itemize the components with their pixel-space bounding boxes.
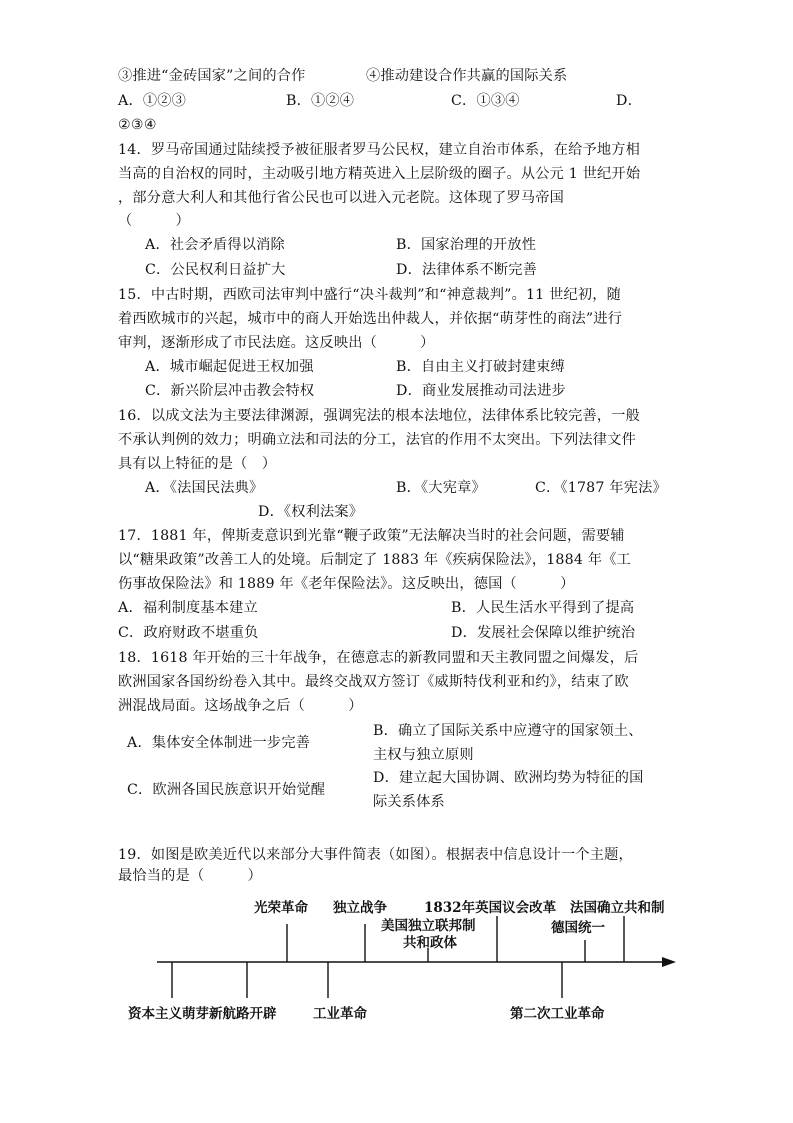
q19-stem-line2: 最恰当的是（ ） <box>118 868 262 884</box>
q13-option-line-a: ③推进“金砖国家”之间的合作 <box>118 68 306 84</box>
label-us-federal-line2: 共和政体 <box>403 935 457 951</box>
q14-choice-b: B．国家治理的开放性 <box>396 237 537 253</box>
q18-choice-c: C．欧洲各国民族意识开始觉醒 <box>127 782 326 798</box>
q13-option-line-b: ④推动建设合作共赢的国际关系 <box>366 68 568 84</box>
q17-choice-b: B．人民生活水平得到了提高 <box>451 600 635 616</box>
q17-choice-d: D．发展社会保障以维护统治 <box>451 625 636 641</box>
q17-stem-line1: 17．1881 年，俾斯麦意识到光靠“鞭子政策”无法解决当时的社会问题，需要辅 <box>118 528 625 544</box>
label-france-republic: 法国确立共和制 <box>570 900 665 916</box>
label-1832-reform: 1832年英国议会改革 <box>424 900 557 916</box>
q17-stem-line3: 伤事故保险法》和 1889 年《老年保险法》。这反映出，德国（ ） <box>118 576 575 592</box>
q15-stem-line1: 15．中古时期，西欧司法审判中盛行“决斗裁判”和“神意裁判”。11 世纪初，随 <box>118 287 622 303</box>
label-us-federal-line1: 美国独立联邦制 <box>381 918 476 934</box>
q17-stem-line2: 以“糖果政策”改善工人的处境。后制定了 1883 年《疾病保险法》，1884 年《工 <box>118 552 631 568</box>
q13-choice-a: A．①②③ <box>118 93 186 109</box>
q14-stem-line3: ，部分意大利人和其他行省公民也可以进入元老院。这体现了罗马帝国 <box>118 190 565 206</box>
label-glorious-revolution: 光荣革命 <box>254 900 308 916</box>
label-independence-war: 独立战争 <box>333 900 387 916</box>
q18-choice-a: A．集体安全体制进一步完善 <box>127 735 311 751</box>
q14-choice-d: D．法律体系不断完善 <box>396 262 538 278</box>
q14-stem-line1: 14．罗马帝国通过陆续授予被征服者罗马公民权，建立自治市体系，在给予地方相 <box>118 142 641 158</box>
q17-choice-a: A．福利制度基本建立 <box>118 600 258 616</box>
q15-stem-line3: 审判，逐渐形成了市民法庭。这反映出（ ） <box>118 335 435 351</box>
label-capitalism-voyage: 资本主义萌芽新航路开辟 <box>128 1006 277 1022</box>
q14-choice-a: A．社会矛盾得以消除 <box>145 237 285 253</box>
label-second-industrial-revolution: 第二次工业革命 <box>510 1006 605 1022</box>
q16-choice-c: C．《1787 年宪法》 <box>535 480 667 496</box>
q13-choice-d: D． <box>616 93 642 109</box>
q15-choice-b: B．自由主义打破封建束缚 <box>396 359 565 375</box>
q18-choice-d-line1: D．建立起大国协调、欧洲均势为特征的国 <box>373 770 644 786</box>
timeline-arrowhead <box>662 957 676 967</box>
q14-choice-c: C．公民权利日益扩大 <box>145 262 286 278</box>
q18-choice-b-line2: 主权与独立原则 <box>373 747 474 763</box>
q16-choice-b: B．《大宪章》 <box>396 480 486 496</box>
q16-stem-line2: 不承认判例的效力；明确立法和司法的分工，法官的作用不太突出。下列法律文件 <box>118 432 636 448</box>
q18-choice-d-line2: 际关系体系 <box>373 794 445 810</box>
q13-choice-d-cont: ②③④ <box>118 117 157 133</box>
q18-stem-line3: 洲混战局面。这场战争之后（ ） <box>118 698 363 714</box>
label-germany-unify: 德国统一 <box>551 920 605 936</box>
q18-stem-line1: 18．1618 年开始的三十年战争，在德意志的新教同盟和天主教同盟之间爆发，后 <box>118 650 639 666</box>
q16-stem-line1: 16．以成文法为主要法律渊源，强调宪法的根本法地位，法律体系比较完善，一般 <box>118 408 641 424</box>
q16-choice-d: D．《权利法案》 <box>258 504 364 520</box>
q14-stem-line4: （ ） <box>118 213 190 229</box>
label-industrial-revolution: 工业革命 <box>313 1006 367 1022</box>
q16-choice-a: A．《法国民法典》 <box>145 480 264 496</box>
q13-choice-c: C．①③④ <box>451 93 520 109</box>
q15-stem-line2: 着西欧城市的兴起，城市中的商人开始选出仲裁人，并依据“萌芽性的商法”进行 <box>118 311 623 327</box>
q14-stem-line2: 当高的自治权的同时，主动吸引地方精英进入上层阶级的圈子。从公元 1 世纪开始 <box>118 166 641 182</box>
q15-choice-c: C．新兴阶层冲击教会特权 <box>145 383 315 399</box>
q17-choice-c: C．政府财政不堪重负 <box>118 625 259 641</box>
q13-choice-b: B．①②④ <box>286 93 355 109</box>
q15-choice-a: A．城市崛起促进王权加强 <box>145 359 314 375</box>
q18-stem-line2: 欧洲国家各国纷纷卷入其中。最终交战双方签订《威斯特伐利亚和约》，结束了欧 <box>118 674 629 690</box>
q15-choice-d: D．商业发展推动司法进步 <box>396 383 566 399</box>
q18-choice-b-line1: B．确立了国际关系中应遵守的国家领土、 <box>373 723 643 739</box>
q16-stem-line3: 具有以上特征的是（ ） <box>118 456 277 472</box>
q19-stem-line1: 19．如图是欧美近代以来部分大事件简表（如图）。根据表中信息设计一个主题， <box>118 847 633 863</box>
